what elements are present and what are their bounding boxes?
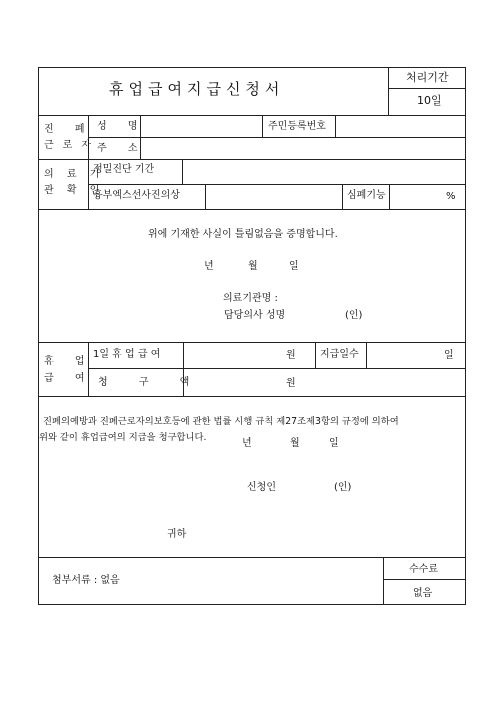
institution-label: 의료기관명 :: [223, 293, 278, 304]
xray-label: 흉부엑스선사진의상: [93, 190, 180, 201]
divider: [383, 557, 384, 605]
application-form: [38, 67, 466, 605]
claim-amount-label: 청 구 액: [98, 377, 204, 388]
name-label: 성 명: [97, 121, 147, 132]
divider: [388, 88, 466, 89]
doctor-seal: (인): [345, 310, 363, 321]
address-label: 주 소: [97, 143, 147, 154]
divider: [39, 557, 466, 558]
certify-year: 년: [204, 261, 214, 272]
doctor-name-label: 담당의사 성명: [224, 310, 286, 321]
exam-period-label: 정밀진단 기간: [93, 164, 155, 175]
won-unit: 원: [286, 350, 296, 361]
address-field[interactable]: [141, 138, 466, 159]
divider: [315, 342, 316, 368]
fee-value: 없음: [413, 588, 433, 599]
benefit-group-label-1: 휴 업: [44, 356, 94, 367]
resident-id-field[interactable]: [336, 116, 466, 137]
divider: [383, 579, 466, 580]
divider: [388, 68, 389, 115]
percent-unit: %: [446, 191, 456, 202]
application-year: 년: [242, 438, 252, 449]
application-text-line-2: 위와 같이 휴업급여의 지급을 청구합니다.: [39, 432, 207, 443]
medical-group-label-2: 관 확 인: [44, 185, 105, 196]
fee-label: 수수료: [409, 564, 438, 575]
claim-amount-field[interactable]: [184, 369, 466, 396]
name-field[interactable]: [141, 116, 261, 137]
certify-month: 월: [248, 261, 258, 272]
processing-period-label: 처리기간: [406, 71, 449, 84]
xray-field[interactable]: [206, 185, 341, 209]
lung-function-label: 심폐기능: [347, 190, 386, 201]
processing-period-value: 10일: [417, 94, 442, 107]
benefit-group-label-2: 급 여: [44, 373, 94, 384]
addressee: 귀하: [167, 529, 187, 540]
worker-group-label-2: 근로자: [44, 140, 100, 151]
application-month: 월: [290, 438, 300, 449]
form-title: 휴업급여지급신청서: [109, 80, 285, 98]
daily-benefit-label: 1일 휴 업 급 여: [93, 349, 161, 360]
certify-day: 일: [289, 261, 299, 272]
divider: [88, 342, 89, 396]
application-text-line-1: 진폐의예방과 진폐근로자의보호등에 관한 법률 시행 규칙 제27조제3항의 규정에 의하여: [43, 416, 399, 427]
divider: [342, 184, 343, 209]
divider: [262, 115, 263, 137]
medical-group-label-1: 의 료 기: [44, 169, 105, 180]
divider: [39, 396, 466, 397]
day-unit: 일: [444, 350, 454, 361]
applicant-label: 신청인: [247, 482, 276, 493]
applicant-seal: (인): [334, 482, 352, 493]
certify-statement: 위에 기재한 사실이 틀림없음을 증명합니다.: [148, 229, 338, 240]
attachments-label: 첨부서류 : 없음: [52, 575, 120, 586]
resident-id-label: 주민등록번호: [268, 121, 326, 132]
exam-period-field[interactable]: [183, 160, 466, 184]
claim-won-unit: 원: [286, 378, 296, 389]
worker-group-label-1: 진 폐: [44, 124, 94, 135]
divider: [39, 209, 466, 210]
application-day: 일: [329, 438, 339, 449]
payment-days-label: 지급일수: [320, 349, 359, 360]
